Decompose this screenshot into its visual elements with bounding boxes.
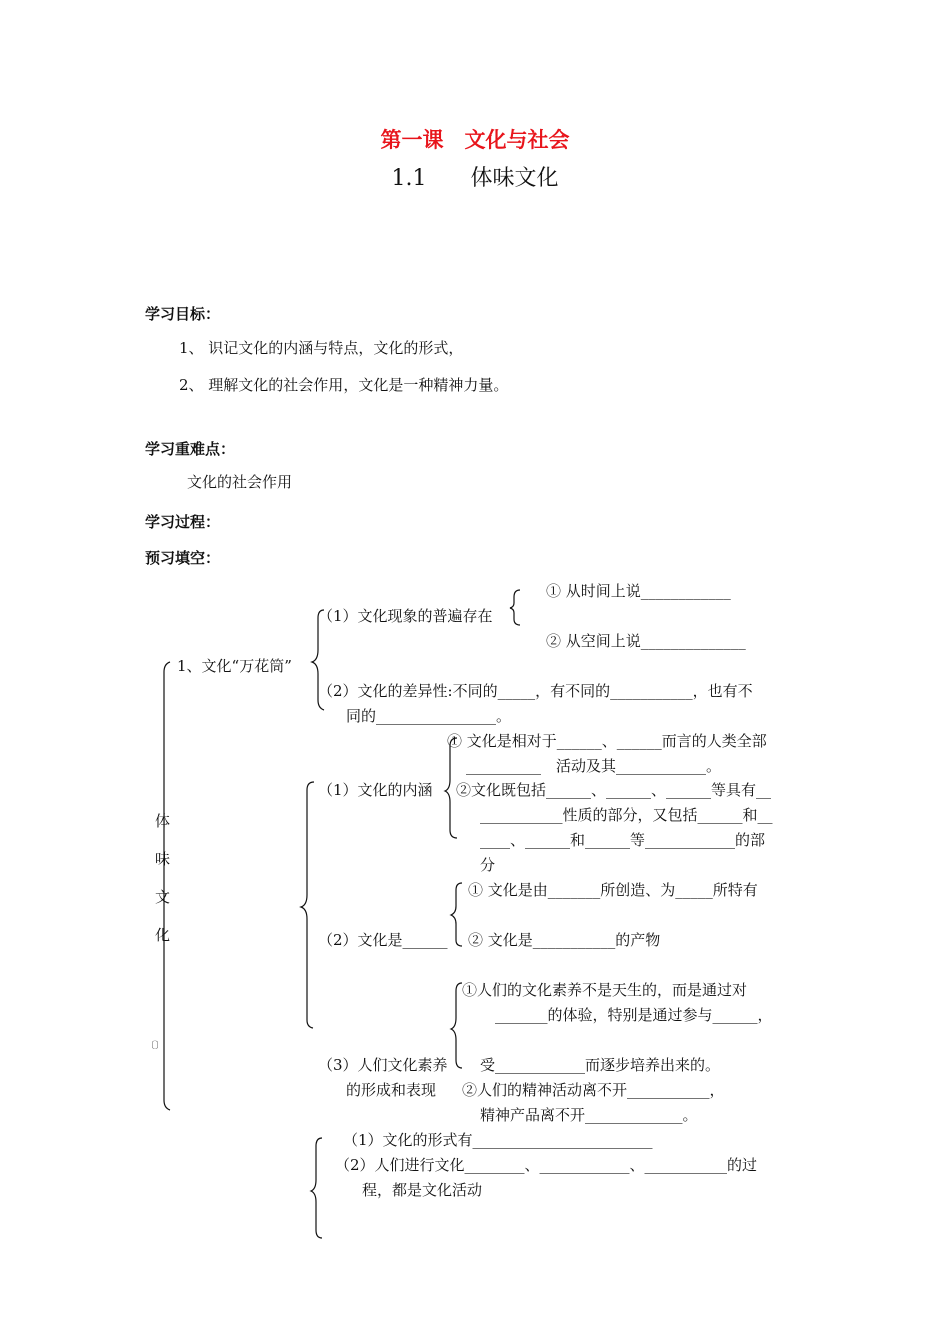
c3-label-1: （3）人们文化素养 bbox=[318, 1056, 448, 1074]
part1-a-label: （1）文化现象的普遍存在 bbox=[318, 607, 493, 625]
c3-line-2: _______的体验，特别是通过参与______， bbox=[495, 1006, 773, 1024]
part1-b-line2: 同的________________。 bbox=[346, 707, 512, 725]
d1-line: （1）文化的形式有________________________ bbox=[343, 1131, 653, 1149]
section-title: 1.1 体味文化 bbox=[391, 166, 559, 191]
process-heading: 学习过程： bbox=[145, 513, 221, 531]
part1-label: 1、文化“万花筒” bbox=[177, 657, 292, 675]
c2-line-2: ② 文化是___________的产物 bbox=[468, 931, 661, 949]
a-brace bbox=[510, 590, 520, 625]
lesson-title: 第一课 文化与社会 bbox=[380, 127, 570, 152]
part1-a2: ② 从空间上说______________ bbox=[546, 632, 746, 650]
goal-item-1: 1、 识记文化的内涵与特点，文化的形式， bbox=[179, 339, 464, 357]
preview-heading: 预习填空： bbox=[145, 549, 221, 567]
part1-a1: ① 从时间上说____________ bbox=[546, 582, 731, 600]
c3-line-4: ②人们的精神活动离不开___________， bbox=[462, 1081, 725, 1099]
c3-brace bbox=[451, 983, 462, 1068]
d2-line-1: （2）人们进行文化________、____________、___________的过 bbox=[335, 1156, 758, 1174]
keypoints-heading: 学习重难点： bbox=[145, 440, 236, 458]
c1-line-5: ____、______和______等____________的部 bbox=[480, 831, 766, 849]
c1-line-6: 分 bbox=[480, 856, 496, 874]
side-label-char-2: 味 bbox=[155, 850, 171, 868]
c2-label: （2）文化是______ bbox=[318, 931, 448, 949]
c1-line-3: ②文化既包括______、______、______等具有__ bbox=[456, 781, 772, 799]
goal-item-2: 2、 理解文化的社会作用，文化是一种精神力量。 bbox=[179, 376, 509, 394]
keypoints-text: 文化的社会作用 bbox=[187, 473, 293, 491]
c2-brace bbox=[451, 883, 462, 946]
side-label-char-1: 体 bbox=[155, 812, 171, 830]
c3-line-5: 精神产品离不开_____________。 bbox=[480, 1106, 698, 1124]
goals-heading: 学习目标： bbox=[145, 305, 221, 323]
d2-line-2: 程，都是文化活动 bbox=[362, 1181, 483, 1199]
c1-line-4: ___________性质的部分，又包括______和__ bbox=[480, 806, 773, 824]
part3-brace bbox=[311, 1138, 322, 1238]
c1-label: （1）文化的内涵 bbox=[318, 781, 433, 799]
c3-line-1: ①人们的文化素养不是天生的，而是通过对 bbox=[462, 981, 748, 999]
side-label-char-4: 化 bbox=[155, 926, 171, 944]
side-label-char-3: 文 bbox=[155, 888, 171, 906]
part2-brace bbox=[301, 782, 314, 1028]
c1-line-1: ① 文化是相对于______、______而言的人类全部 bbox=[447, 732, 767, 750]
part1-b-line1: （2）文化的差异性:不同的_____，有不同的___________，也有不 bbox=[318, 682, 753, 700]
c1-line-2: __________ 活动及其____________。 bbox=[466, 757, 722, 775]
side-mark: 〔〕 bbox=[146, 1041, 165, 1051]
c3-label-2: 的形成和表现 bbox=[346, 1081, 437, 1099]
c3-line-3: 受____________而逐步培养出来的。 bbox=[480, 1056, 721, 1074]
c2-line-1: ① 文化是由_______所创造、为_____所特有 bbox=[468, 881, 758, 899]
